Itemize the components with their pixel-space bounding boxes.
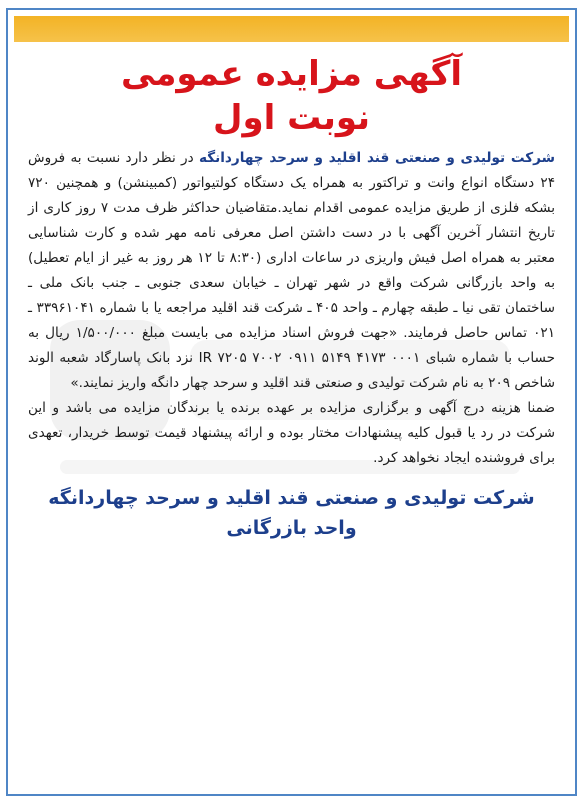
company-name: شرکت تولیدی و صنعتی قند اقلید و سرحد چهاردانگه — [199, 150, 555, 166]
notice-paragraph-2: ضمنا هزینه درج آگهی و برگزاری مزایده بر عهده برنده یا برندگان مزایده می باشد و این شرکت در رد یا قبول کلیه پیشنهادات مختار بوده و ارائه پیشنهاد قیمت توسط خریدار، تعهدی برای فروشنده ایجاد نخواهد کرد. — [28, 400, 555, 466]
footer-company: شرکت تولیدی و صنعتی قند اقلید و سرحد چهاردانگه — [48, 487, 535, 509]
footer-department: واحد بازرگانی — [226, 517, 357, 539]
page-title: آگهی مزایده عمومی — [120, 54, 463, 94]
top-color-band — [14, 16, 569, 42]
notice-paragraph-1 — [28, 146, 555, 396]
page-subtitle: نوبت اول — [213, 98, 370, 138]
notice-content — [22, 44, 561, 543]
notice-body: در نظر دارد نسبت به فروش ۲۴ دستگاه انواع وانت و تراکتور به همراه یک دستگاه کولتیواتور (کمبینشن) و همچنین ۷۲۰ بشکه فلزی از طریق مزایده عمومی اقدام نماید.متقاضیان حداکثر ظرف مدت ۷ روز کاری از تاریخ انتشار آخرین آگهی با در دست داشتن اصل معرفی نامه مهر شده و کارت شناسایی معتبر به همراه اصل فیش واریزی در ساعات اداری (۸:۳۰ تا ۱۲ هر روز به غیر از ایام تعطیل) به واحد بازرگانی شرکت واقع در شهر تهران ـ خیابان سعدی جنوبی ـ جنب بانک ملی ـ ساختمان تقی نیا ـ طبقه چهارم ـ واحد ۴۰۵ ـ شرکت قند اقلید مراجعه یا با شماره ۳۳۹۶۱۰۴۱ ـ ۰۲۱ تماس حاصل فرمایند. «جهت فروش اسناد مزایده می بایست مبلغ ۱/۵۰۰/۰۰۰ ریال به حساب با شماره شبای IR ۷۲۰۵ ۷۰۰۲ ۰۹۱۱ ۵۱۴۹ ۴۱۷۳ ۰۰۰۱ نزد بانک پاسارگاد شعبه الوند شاخص ۲۰۹ به نام شرکت تولیدی و صنعتی قند اقلید و سرحد چهار دانگه واریز نمایند.» — [28, 150, 555, 391]
